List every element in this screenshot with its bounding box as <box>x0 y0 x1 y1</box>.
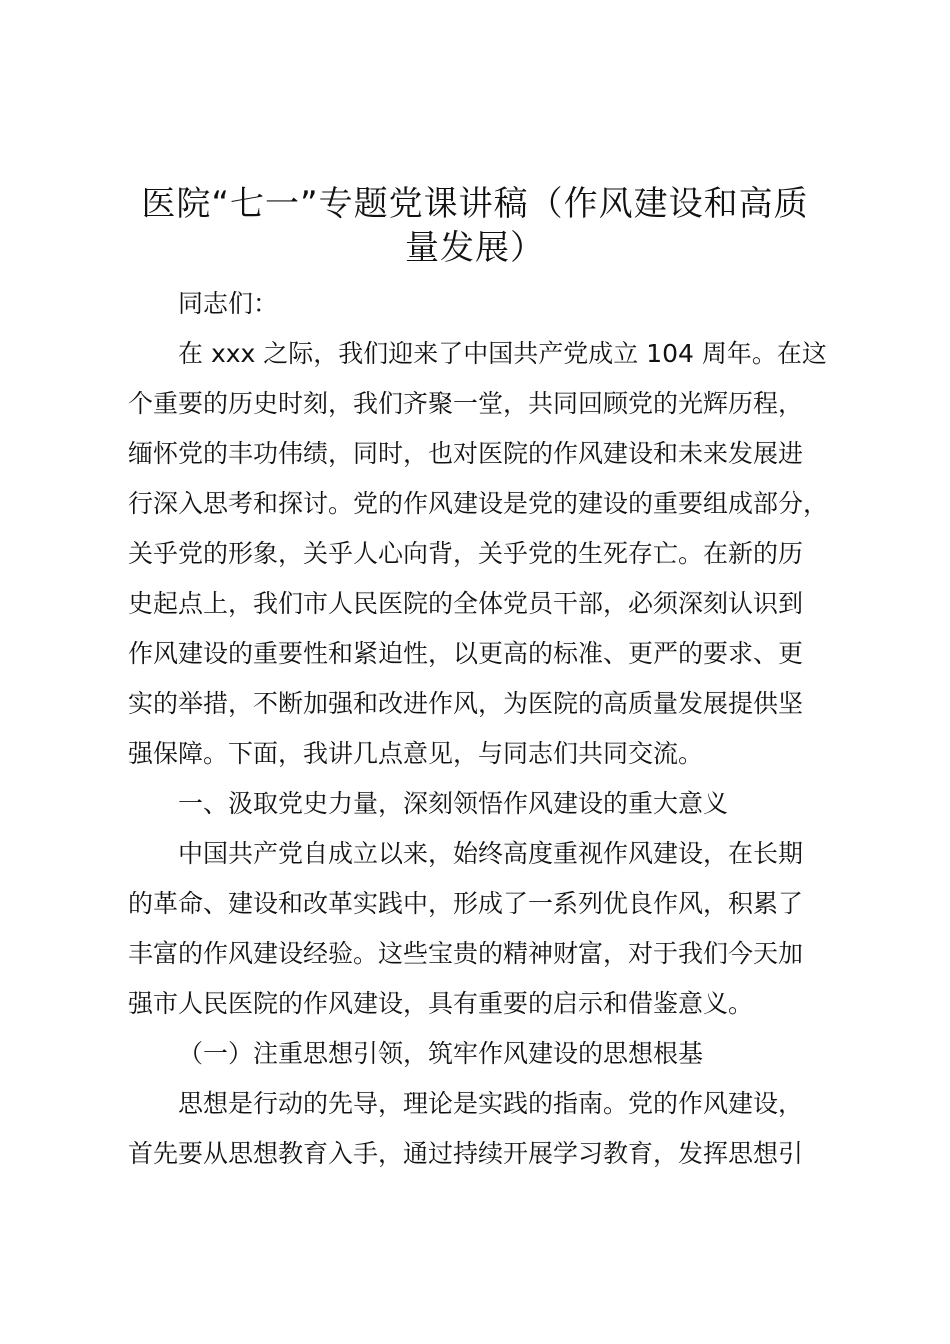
paragraph-line: 中国共产党自成立以来，始终高度重视作风建设，在长期 <box>178 839 804 868</box>
paragraph-line: 的革命、建设和改革实践中，形成了一系列优良作风，积累了 <box>128 889 804 918</box>
paragraph-line: 关乎党的形象，关乎人心向背，关乎党的生死存亡。在新的历 <box>128 539 804 568</box>
title-line-2: 量发展） <box>405 228 545 268</box>
paragraph-line: 首先要从思想教育入手，通过持续开展学习教育，发挥思想引 <box>128 1139 804 1168</box>
paragraph-line: 强市人民医院的作风建设，具有重要的启示和借鉴意义。 <box>128 989 754 1018</box>
title-line-1: 医院“七一”专题党课讲稿（作风建设和高质 <box>141 184 809 224</box>
paragraph-line: 在 xxx 之际，我们迎来了中国共产党成立 104 周年。在这 <box>178 339 827 368</box>
salutation: 同志们： <box>178 289 279 318</box>
paragraph-line: 丰富的作风建设经验。这些宝贵的精神财富，对于我们今天加 <box>128 939 804 968</box>
document-title <box>118 182 832 270</box>
paragraph-line: 作风建设的重要性和紧迫性，以更高的标准、更严的要求、更 <box>128 639 804 668</box>
paragraph-line: 思想是行动的先导，理论是实践的指南。党的作风建设， <box>178 1089 804 1118</box>
paragraph-line: 强保障。下面，我讲几点意见，与同志们共同交流。 <box>128 739 704 768</box>
paragraph-line: 行深入思考和探讨。党的作风建设是党的建设的重要组成部分， <box>128 489 829 518</box>
subsection-heading: （一）注重思想引领，筑牢作风建设的思想根基 <box>178 1039 704 1068</box>
section-heading: 一、汲取党史力量，深刻领悟作风建设的重大意义 <box>178 789 729 818</box>
paragraph-line: 个重要的历史时刻，我们齐聚一堂，共同回顾党的光辉历程， <box>128 389 804 418</box>
paragraph-line: 史起点上，我们市人民医院的全体党员干部，必须深刻认识到 <box>128 589 804 618</box>
paragraph-line: 实的举措，不断加强和改进作风，为医院的高质量发展提供坚 <box>128 689 804 718</box>
paragraph-line: 缅怀党的丰功伟绩，同时，也对医院的作风建设和未来发展进 <box>128 439 804 468</box>
